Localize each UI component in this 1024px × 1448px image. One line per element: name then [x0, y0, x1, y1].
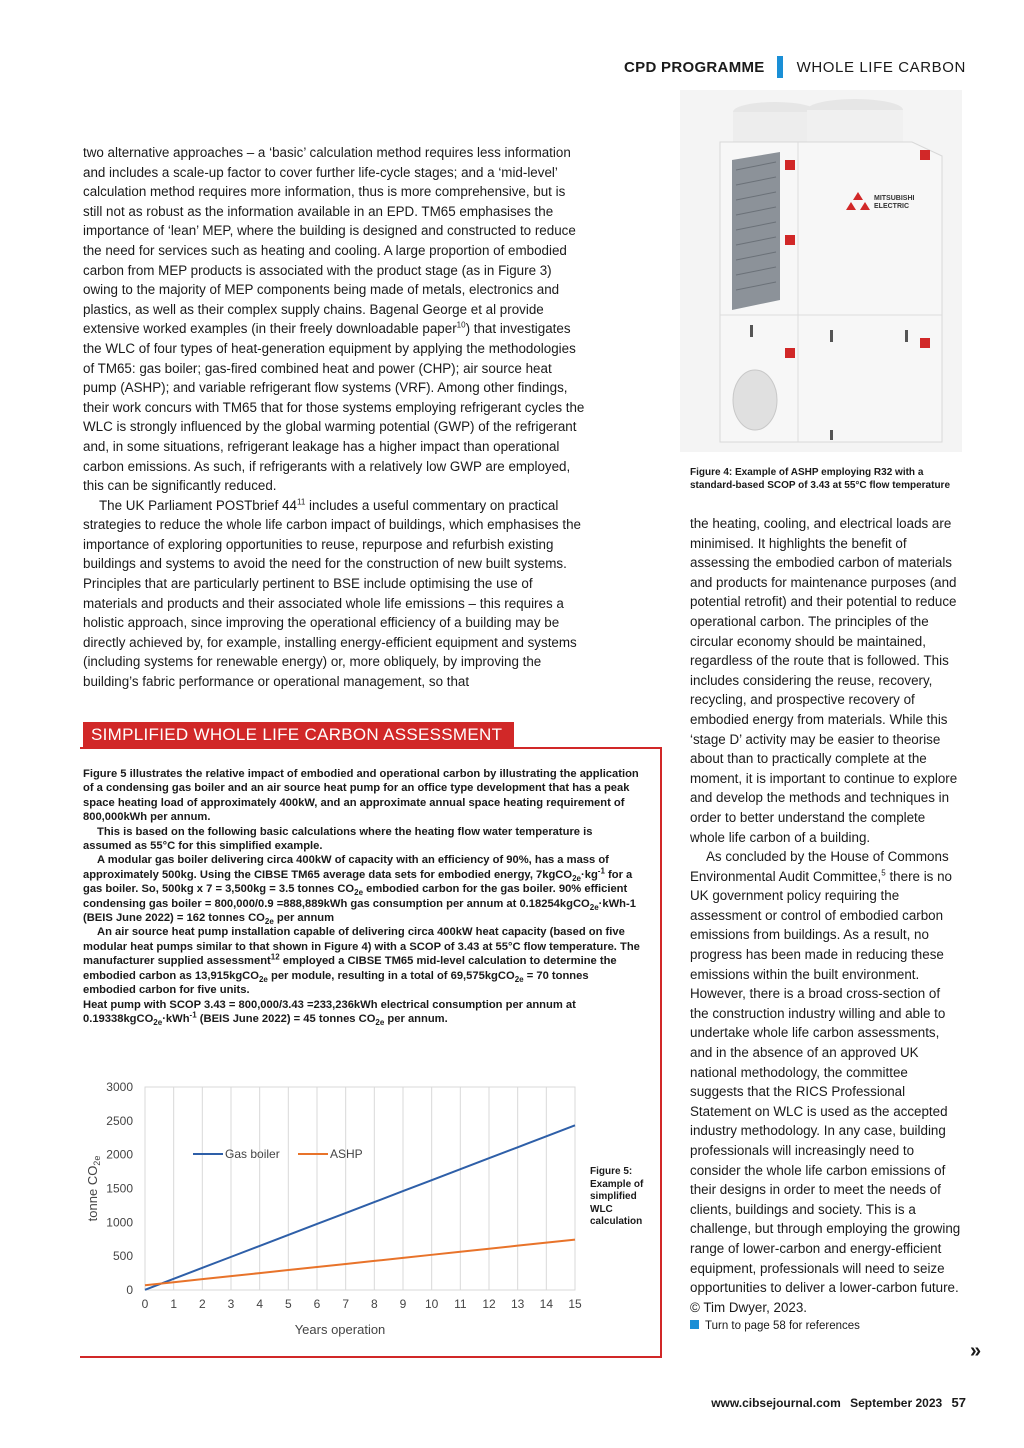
- y-axis-label: tonne $CO_{2e}$: [85, 1155, 102, 1222]
- plot-area: [145, 1087, 575, 1290]
- box-border-right: [660, 747, 662, 1358]
- y-tick-label: 0: [126, 1283, 133, 1297]
- x-tick-label: 3: [227, 1297, 235, 1311]
- turn-to-page: Turn to page 58 for references: [690, 1317, 962, 1337]
- y-tick-label: 3000: [106, 1080, 133, 1094]
- box-border-top: [80, 747, 662, 749]
- footer-date: September 2023: [850, 1396, 943, 1410]
- x-tick-label: 9: [399, 1297, 407, 1311]
- svg-text:ELECTRIC: ELECTRIC: [874, 203, 909, 210]
- box-paragraph: Figure 5 illustrates the relative impact of embodied and operational carbon by illustrating the application of a condensing gas boiler and an air source heat pump for an office type development that has a peak space heating load of approximately 400kW, and an approximate annual space heating requirement of 800,000kWh per annum.: [83, 768, 639, 824]
- programme-label: CPD PROGRAMME: [624, 58, 765, 76]
- y-tick-label: 2000: [106, 1147, 133, 1162]
- x-tick-label: 11: [454, 1297, 467, 1311]
- legend-label: ASHP: [330, 1147, 363, 1161]
- paragraph: The UK Parliament POSTbrief $44^{11}$ includes a useful commentary on practical strategies to reduce the whole life carbon impact of buildings, which emphasises the importance of exploring opportunities to reuse, repurpose and refurbish existing buildings and systems to avoid the need for the construction of new built systems. Principles that are particularly pertinent to BSE include optimising the use of materials and products and their associated whole life emissions – this requires a holistic approach, since improving the operational efficiency of a building may be directly achieved by, for example, installing energy-efficient equipment and systems (including systems for renewable energy) or, more obliquely, by improving the building’s fabric performance or operational management, so that: [83, 497, 581, 690]
- paragraph: the heating, cooling, and electrical loads are minimised. It highlights the benefit of assessing the embodied carbon of materials and products for maintenance purposes (and potential retrofit) and their potential to reduce operational carbon. The principles of the circular economy should be maintained, regardless of the route that is followed. This includes considering the reuse, recovery, recycling, and prospective recovery of embodied energy from materials. While this ‘stage D’ activity may be easier to theorise about than to practically complete at the moment, it is important to continue to explore and develop the methods and techniques in order to better understand the complete whole life carbon of a building.: [690, 516, 958, 845]
- paragraph: two alternative approaches – a ‘basic’ calculation method requires less information and includes a scale-up factor to cover further life-cycle stages; and a ‘mid-level’ calculation method requires more information, thus is more comprehensive, but is still not as robust as the information available in an EPD. TM65 emphasises the importance of ‘lean’ MEP, where the building is designed and constructed to reduce the need for services such as heating and cooling. A large proportion of embodied carbon from MEP products is associated with the product stage (as in Figure 3) owing to the majority of MEP components being made of metals, electronics and plastics, as well as their complex supply chains. Bagenal George et al provide extensive worked examples (in their freely downloadable paper$^{10}$) that investigates the WLC of four types of heat-generation equipment by applying the methodologies of TM65: gas boiler; gas-fired combined heat and power (CHP); air source heat pump (ASHP); and variable refrigerant flow systems (VRF). Among other findings, their work concurs with TM65 that for those systems employing refrigerant cycles the WLC is strongly influenced by the global warming potential (GWP) of the refrigerant and, in some situations, refrigerant leakage has a higher impact than operational carbon emissions. As such, if refrigerants with a relatively low GWP are employed, this can be significantly reduced.: [83, 145, 585, 494]
- y-tick-label: 1000: [106, 1215, 133, 1230]
- wlc-line-chart: [80, 1075, 590, 1345]
- double-chevron-right-icon: »: [970, 1340, 982, 1362]
- figure4-caption: Figure 4: Example of ASHP employing R32 with a standard-based SCOP of 3.43 at 55°C flow temperature: [690, 467, 950, 491]
- x-tick-label: 0: [141, 1297, 149, 1311]
- x-tick-label: 6: [313, 1297, 321, 1311]
- footer-site: www.cibsejournal.com: [711, 1396, 841, 1410]
- box-text: [83, 767, 643, 1026]
- ashp-unit-photo: [680, 90, 962, 452]
- box-paragraph: An air source heat pump installation capable of delivering circa 400kW heat capacity (based on five modular heat pumps similar to that shown in Figure 4) with a SCOP of 3.43 at 55°C flow temperature. The manufacturer supplied assessment$^{12}$ employed a CIBSE TM65 mid-level calculation to determine the embodied carbon as 13,915kgCO$_{2e}$ per module, resulting in a total of 69,575kgCO$_{2e}$ = 70 tonnes embodied carbon for five units.: [83, 926, 640, 997]
- box-paragraph: Heat pump with SCOP 3.43 = 800,000/3.43 =233,236kWh electrical consumption per annum at 0.19338kgCO$_{2e}$·kWh$^{-1}$ (BEIS June 2022) = 45 tonnes $CO_{2e}$ per annum.: [83, 998, 576, 1028]
- x-tick-label: 13: [510, 1297, 525, 1311]
- x-tick-label: 7: [342, 1297, 350, 1311]
- page-footer: [711, 1395, 966, 1410]
- x-tick-label: 10: [424, 1297, 439, 1311]
- series-line-1: [145, 1240, 575, 1286]
- x-tick-label: 8: [370, 1297, 378, 1311]
- box-title: SIMPLIFIED WHOLE LIFE CARBON ASSESSMENT: [83, 722, 514, 748]
- section-label: WHOLE LIFE CARBON: [796, 58, 966, 76]
- paragraph: As concluded by the House of Commons Environmental Audit Committee,$^5$ there is no UK government policy requiring the assessment or control of embodied carbon emissions from buildings. As a result, no progress has been made in reducing these emissions within the built environment. However, there is a broad cross-section of the construction industry willing and able to undertake whole life carbon assessments, and in the absence of an approved UK national methodology, the committee suggests that the RICS Professional Statement on WLC is used as the accepted industry methodology. In any case, building professionals will increasingly need to consider the whole life carbon emissions of their designs in order to meet the needs of clients, buildings and society. This is a challenge, but through employing the growing range of lower-carbon and energy-efficient equipment, professionals will need to seize opportunities to deliver a lower-carbon future.: [690, 849, 961, 1296]
- box-paragraph: This is based on the following basic calculations where the heating flow water temperature is assumed as 55°C for this simplified example.: [83, 825, 593, 853]
- x-tick-label: 2: [198, 1297, 206, 1311]
- x-tick-label: 5: [284, 1297, 292, 1311]
- box-border-bottom: [80, 1356, 662, 1358]
- x-tick-label: 1: [170, 1297, 178, 1311]
- x-tick-label: 4: [256, 1297, 264, 1311]
- running-header: [624, 56, 966, 78]
- x-tick-label: 14: [539, 1297, 554, 1311]
- page-number: 57: [951, 1395, 966, 1410]
- y-tick-label: 1500: [106, 1181, 133, 1196]
- left-column-text: [83, 143, 586, 692]
- x-tick-label: 15: [568, 1297, 582, 1311]
- x-tick-label: 12: [482, 1297, 496, 1311]
- copyright: © Tim Dwyer, 2023.: [690, 1299, 808, 1315]
- x-axis-label: Years operation: [294, 1322, 386, 1337]
- ashp-unit-illustration: [680, 90, 962, 452]
- y-tick-label: 500: [112, 1249, 133, 1264]
- right-column-text: [690, 514, 962, 1337]
- square-bullet-icon: [690, 1320, 699, 1329]
- legend-label: Gas boiler: [225, 1147, 280, 1161]
- box-paragraph: A modular gas boiler delivering circa 400kW of capacity with an efficiency of 90%, has a mass of approximately 500kg. Using the CIBSE TM65 average data sets for embodied energy, $7kgCO_{2e}\cdot kg^{-1}$ for a gas boiler. So, 500kg x 7 = 3,500kg = 3.5 tonnes $CO_{2e}$ embodied carbon for the gas boiler. 90% efficient condensing gas boiler = 800,000/0.9 =888,889kWh gas consumption per annum at 0.18254kgCO$_{2e}$·kWh-1 (BEIS June 2022) = 162 tonnes $CO_{2e}$ per annum: [83, 854, 636, 927]
- y-tick-label: 2500: [106, 1113, 133, 1128]
- header-divider: [777, 56, 783, 78]
- figure5-caption: Figure 5: Example of simplified WLC calculation: [590, 1166, 644, 1227]
- svg-text:MITSUBISHI: MITSUBISHI: [874, 195, 915, 202]
